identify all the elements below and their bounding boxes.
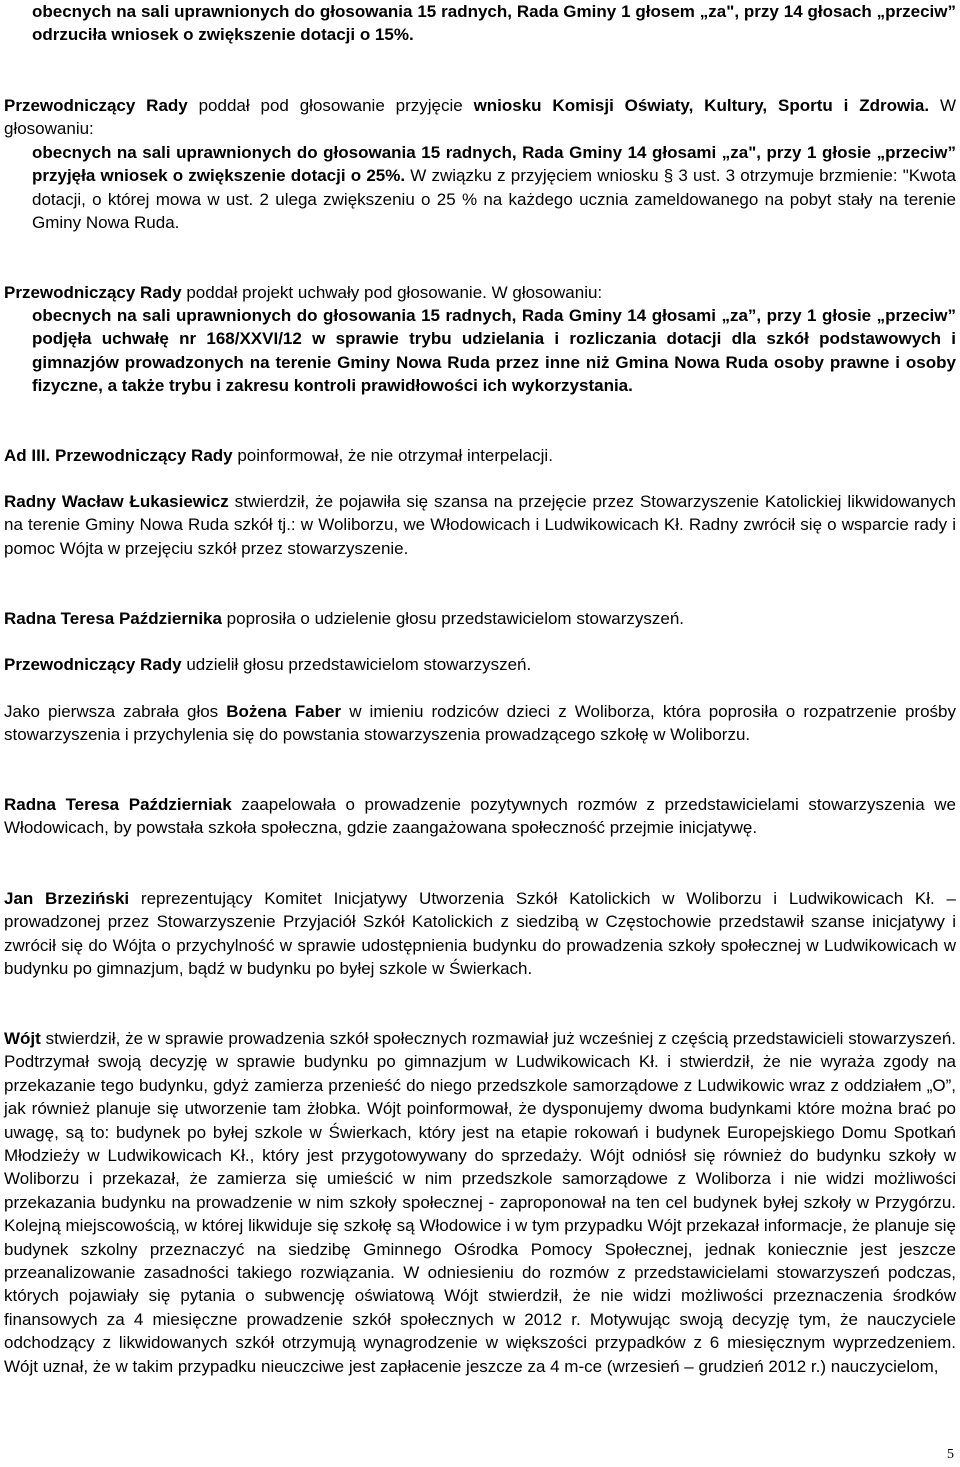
text-segment: stwierdził, że w sprawie prowadzenia szkół społecznych rozmawiał już wcześniej z częścią przedstawicieli stowarzyszeń. Podtrzymał swoją decyzję w sprawie budynku po gimnazjum w Ludwikowicach Kł. i stwierdził, że nie wyraża zgody na przekazanie tego budynku, gdyż zamierza przenieść do niego przedszkole samorządowe z Ludwikowic wraz z oddziałem „O”, jak również planuje się utworzenie tam żłobka. Wójt poinformował, że dysponujemy dwoma budynkami które można brać po uwagę, są to: budynek po byłej szkole w Świerkach, który jest na etapie rokowań i budynek Europejskiego Domu Spotkań Młodzieży w Ludwikowicach Kł., który jest przygotowywany do sprzedaży. Wójt odniósł się również do budynku szkoły w Woliborzu i przekazał, że zamierza się umieścić w nim przedszkole samorządowe z Woliborza i nie widzi możliwości przekazania budynku na prowadzenie w nim szkoły społecznej - zaproponował na ten cel budynek byłej szkoły w Przygórzu. Kolejną miejscowością, w której likwiduje się szkołę są Włodowice i w tym przypadku Wójt przekazał informacje, że planuje się budynek szkolny przeznaczyć na siedzibę Gminnego Ośrodka Pomocy Społecznej, jednak koniecznie jest jeszcze przeanalizowanie zasadności takiego rozwiązania. W odniesieniu do rozmów z przedstawicielami stowarzyszeń podczas, których pojawiały się pytania o subwencję oświatową Wójt stwierdził, że nie widzi możliwości przeznaczenia środków finansowych za 4 miesięczne prowadzenie szkół społecznych w 2012 r. Motywując swoją decyzję tym, że nauczyciele odchodzący z likwidowanych szkół otrzymują wynagrodzenie w większości przypadków z 6 miesięcznym wyprzedzeniem. Wójt uznał, że w takim przypadku nieuczciwe jest zapłacenie jeszcze za 4 m-ce (wrzesień – grudzień 2012 r.) nauczycielom,	[4, 1029, 956, 1376]
speaker-name: Przewodniczący Rady	[4, 96, 188, 115]
vote-result-text: obecnych na sali uprawnionych do głosowania 15 radnych, Rada Gminy 1 głosem „za", przy 14 głosach „przeciw” odrzuciła wniosek o zwiększenie dotacji o 15%.	[32, 2, 956, 45]
vote-result-text: obecnych na sali uprawnionych do głosowania 15 radnych, Rada Gminy 14 głosami „za", przy 1 głosie „przeciw” przyjęła wniosek o zwiększenie dotacji o 25%.	[32, 143, 956, 186]
text-segment: stwierdził, że pojawiła się szansa na przejęcie przez Stowarzyszenie Katolickiej likwidowanych na terenie Gminy Nowa Ruda szkół tj.: w Woliborzu, we Włodowicach i Ludwikowicach Kł. Radny zwrócił się o wsparcie rady i pomoc Wójta w przejęciu szkół przez stowarzyszenie.	[4, 492, 956, 558]
speaker-name: Przewodniczący Rady	[4, 655, 182, 674]
faber-paragraph	[4, 700, 956, 747]
text-segment: poprosiła o udzielenie głosu przedstawicielom stowarzyszeń.	[221, 609, 685, 628]
councillor-statement-paragraph	[4, 490, 956, 560]
text-segment: poinformował, że nie otrzymał interpelacji.	[232, 446, 553, 465]
text-segment: w imieniu rodziców dzieci z Woliborza, która poprosiła o rozpatrzenie prośby stowarzyszenia i przychylenia się do powstania stowarzyszenia prowadzącego szkołę w Woliborzu.	[4, 702, 956, 745]
vote-result-text: obecnych na sali uprawnionych do głosowania 15 radnych, Rada Gminy 14 głosami „za”, przy 1 głosie „przeciw” podjęła uchwałę nr 168/XXVI/12 w sprawie trybu udzielania i rozliczania dotacji dla szkół podstawowych i gimnazjów prowadzonych na terenie Gminy Nowa Ruda przez inne niż Gmina Nowa Ruda osoby prawne i osoby fizyczne, a także trybu i zakresu kontroli prawidłowości ich wykorzystania.	[32, 306, 956, 396]
page-number: 5	[947, 1447, 954, 1462]
text-segment: reprezentujący Komitet Inicjatywy Utworzenia Szkół Katolickich w Woliborzu i Ludwikowicach Kł. – prowadzonej przez Stowarzyszenie Przyjaciół Szkół Katolickich z siedzibą w Częstochowie przedstawił szanse inicjatywy i zwrócił się do Wójta o przychylność w sprawie udostępnienia budynku do prowadzenia szkoły społecznej w Ludwikowicach w budynku po gimnazjum, bądź w budynku po byłej szkole w Świerkach.	[4, 889, 956, 979]
text-segment: udzielił głosu przedstawicielom stowarzyszeń.	[181, 655, 532, 674]
text-segment: zaapelowała o prowadzenie pozytywnych rozmów z przedstawicielami stowarzyszenia we Włodowicach, by powstała szkoła społeczna, gdzie zaangażowana społeczność przejmie inicjatywę.	[4, 795, 956, 838]
vote-result-paragraph-3	[32, 304, 956, 398]
brzezinski-paragraph	[4, 887, 956, 981]
chairman-paragraph	[4, 653, 956, 676]
speaker-name: Radna Teresa Października	[4, 609, 222, 628]
motion-title: wniosku Komisji Oświaty, Kultury, Sportu i Zdrowia.	[473, 96, 930, 115]
text-segment: poddał pod głosowanie przyjęcie	[187, 96, 474, 115]
speaker-name: Wójt	[4, 1029, 41, 1048]
speaker-name: Przewodniczący Rady	[4, 283, 182, 302]
text-segment: W głosowaniu:	[4, 96, 956, 139]
vote-result-paragraph-1	[32, 0, 956, 47]
text-segment: Jako pierwsza zabrała głos	[4, 702, 227, 721]
text-segment: W związku z przyjęciem wniosku § 3 ust. 3 otrzymuje brzmienie: "Kwota dotacji, o której mowa w ust. 2 ulega zwiększeniu o 25 % na każdego ucznia zameldowanego na pobyt stały na terenie Gminy Nowa Ruda.	[32, 166, 956, 233]
interpellations-paragraph	[4, 444, 956, 467]
wojt-paragraph	[4, 1027, 956, 1378]
request-paragraph	[4, 607, 956, 630]
vote-result-paragraph-2	[32, 141, 956, 235]
speaker-name: Radny Wacław Łukasiewicz	[4, 492, 229, 511]
speaker-name: Jan Brzeziński	[4, 889, 130, 908]
motion-paragraph	[4, 94, 956, 141]
section-heading: Ad III. Przewodniczący Rady	[4, 446, 233, 465]
resolution-paragraph	[4, 281, 956, 304]
text-segment: poddał projekt uchwały pod głosowanie. W głosowaniu:	[181, 283, 603, 302]
speaker-name: Bożena Faber	[226, 702, 342, 721]
speaker-name: Radna Teresa Październiak	[4, 795, 232, 814]
pazdzierniak-paragraph	[4, 793, 956, 840]
